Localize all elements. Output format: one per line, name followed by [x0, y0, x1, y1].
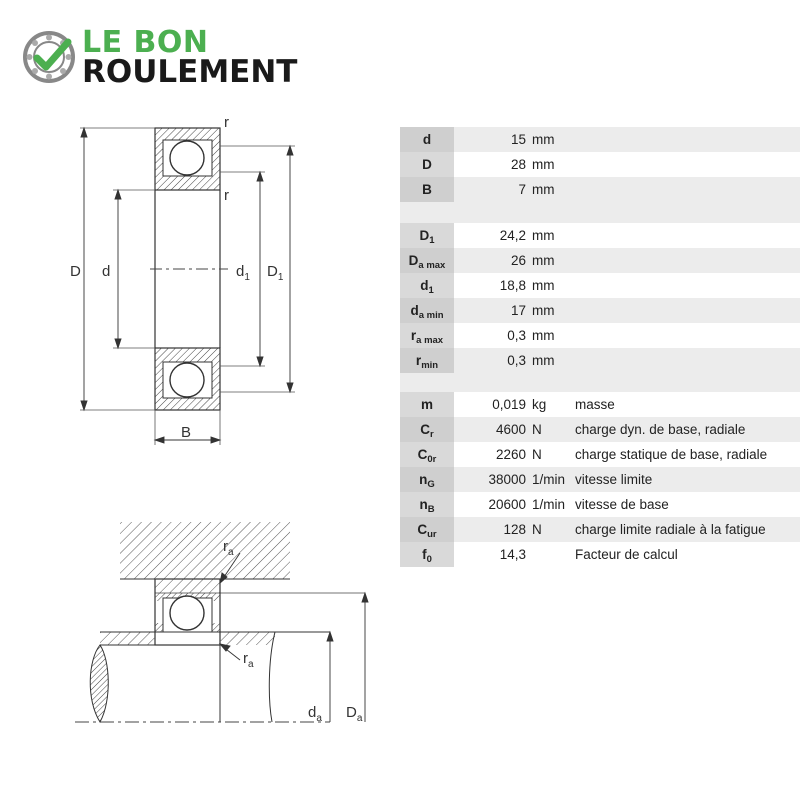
label-D: D [70, 263, 81, 280]
spec-row-B: B 7 mm [400, 177, 800, 202]
spec-row-d: d 15 mm [400, 127, 800, 152]
spec-row-Cr: $C_r$ 4600 N charge dyn. de base, radiale [400, 417, 800, 442]
spec-row-Da-max: $D_{a max}$ 26 mm [400, 248, 800, 273]
label-r-mid: r [224, 187, 229, 204]
label-Da: $D_a$ [346, 704, 363, 724]
label-d: d [102, 263, 111, 280]
brand-name-line2: ROULEMENT [82, 54, 298, 90]
label-da: $d_a$ [308, 704, 322, 724]
label-ra-bottom: $r_a$ [243, 650, 254, 670]
table-separator [400, 202, 800, 223]
spec-row-d1: $d_1$ 18,8 mm [400, 273, 800, 298]
label-ra-top: $r_a$ [223, 538, 234, 558]
spec-row-D: D 28 mm [400, 152, 800, 177]
mounting-diagram [70, 510, 380, 745]
brand-logo [22, 25, 302, 90]
spec-row-ra-max: $r_{a max}$ 0,3 mm [400, 323, 800, 348]
label-B: B [181, 424, 192, 441]
spec-table [400, 127, 800, 567]
spec-row-f0: $f_0$ 14,3 Facteur de calcul [400, 542, 800, 567]
bearing-check-icon [22, 28, 78, 84]
spec-row-D1: $D_1$ 24,2 mm [400, 223, 800, 248]
label-r-top: r [224, 114, 229, 131]
label-D1: $D_1$ [267, 263, 284, 283]
label-d1: $d_1$ [236, 263, 250, 283]
spec-row-r-min: $r_{min}$ 0,3 mm [400, 348, 800, 373]
bearing-section-diagram [60, 110, 310, 450]
spec-row-nG: $n_G$ 38000 1/min vitesse limite [400, 467, 800, 492]
spec-row-m: m 0,019 kg masse [400, 392, 800, 417]
spec-row-da-min: $d_{a min}$ 17 mm [400, 298, 800, 323]
table-separator [400, 373, 800, 392]
spec-row-Cur: $C_{ur}$ 128 N charge limite radiale à la fatigue [400, 517, 800, 542]
brand-name-line1: LE BON [82, 25, 209, 60]
spec-row-C0r: $C_{0r}$ 2260 N charge statique de base, radiale [400, 442, 800, 467]
spec-row-nB: $n_B$ 20600 1/min vitesse de base [400, 492, 800, 517]
